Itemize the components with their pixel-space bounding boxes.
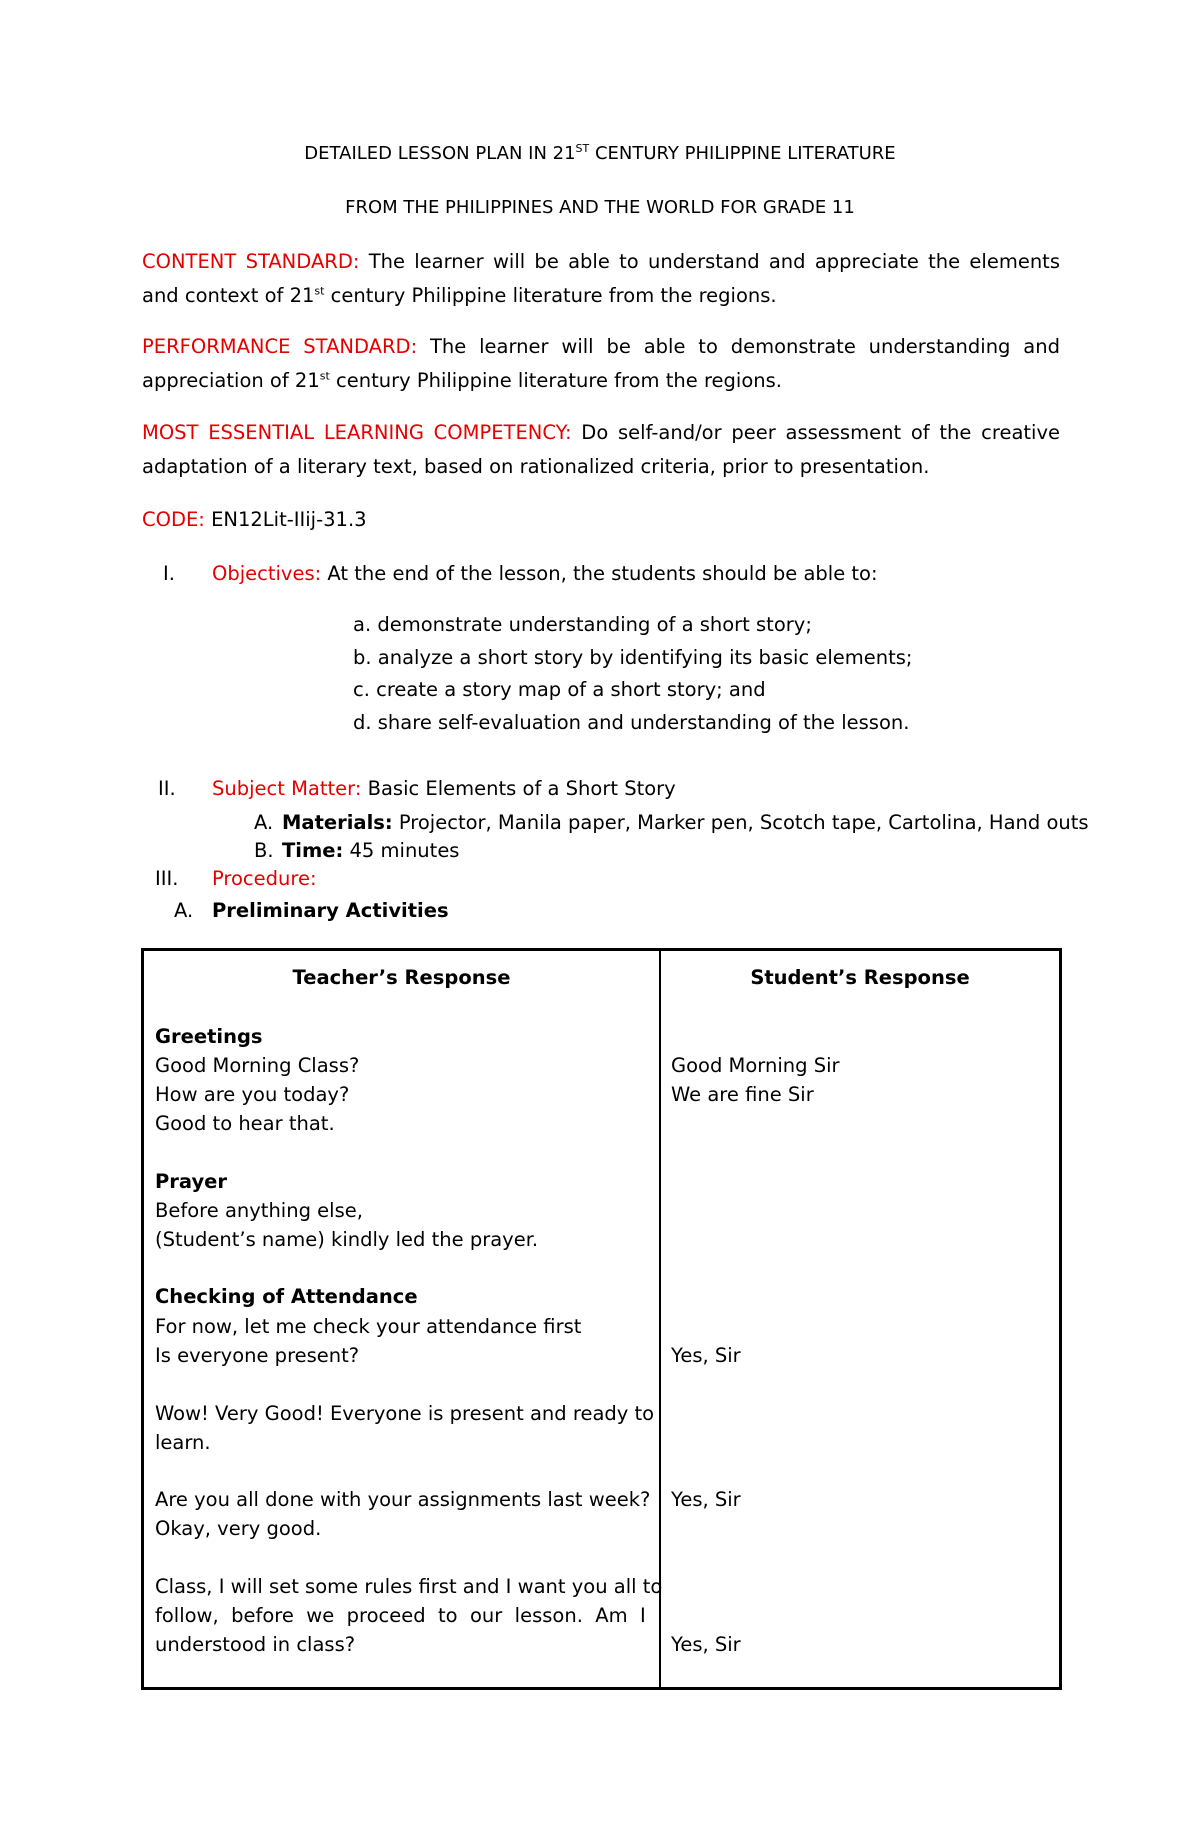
time-letter: B. [254,839,274,862]
teacher-line: How are you today? [155,1083,350,1106]
code-value: EN12Lit-IIij-31.3 [204,508,367,531]
objectives-heading [212,561,878,587]
title-line-1-text: DETAILED LESSON PLAN IN 21 [304,143,576,164]
content-standard [142,245,1060,313]
teacher-line: (Student’s name) kindly led the prayer. [155,1228,539,1251]
student-response-header: Student’s Response [750,966,970,989]
response-table [141,948,1062,1690]
procedure-numeral: III. [155,867,179,890]
student-line: Yes, Sir [671,1488,741,1511]
objective-item-b: b. analyze a short story by identifying its basic elements; [353,646,913,669]
teacher-line: Is everyone present? [155,1344,360,1367]
student-line: Yes, Sir [671,1633,741,1656]
student-line: We are fine Sir [671,1083,814,1106]
teacher-line: Wow! Very Good! Everyone is present and ready to [155,1402,655,1425]
content-standard-text: The learner will be able to understand and appreciate the elements and context of 21 [142,250,1060,307]
teacher-line: learn. [155,1431,211,1454]
time-value: 45 minutes [343,839,460,862]
teacher-line: follow, before we proceed to our lesson. Am I [155,1604,646,1627]
subject-matter-heading [212,776,676,802]
performance-standard-label: PERFORMANCE STANDARD: [142,335,418,358]
teacher-line: Good to hear that. [155,1112,335,1135]
objective-item-c: c. create a story map of a short story; and [353,678,766,701]
teacher-line: Okay, very good. [155,1517,322,1540]
learning-competency-label: MOST ESSENTIAL LEARNING COMPETENCY: [142,421,572,444]
learning-competency [142,416,1060,484]
teacher-line-greetings: Greetings [155,1025,263,1048]
subject-matter-value: Basic Elements of a Short Story [361,777,676,800]
teacher-line-attendance: Checking of Attendance [155,1285,418,1308]
code-line [142,507,367,533]
student-line: Good Morning Sir [671,1054,840,1077]
subject-matter-numeral: II. [158,777,176,800]
teacher-response-header: Teacher’s Response [292,966,511,989]
time-label: Time: [282,839,344,862]
objective-item-d: d. share self-evaluation and understanding of the lesson. [353,711,910,734]
time-line [282,838,459,864]
teacher-line: For now, let me check your attendance first [155,1315,582,1338]
materials-value: Projector, Manila paper, Marker pen, Scotch tape, Cartolina, Hand outs [392,811,1089,834]
content-standard-sup: st [314,284,325,298]
performance-standard-text: The learner will be able to demonstrate understanding and appreciation of 21 [142,335,1060,392]
performance-standard-sup: st [319,369,330,383]
materials-label: Materials: [282,811,393,834]
teacher-line: Good Morning Class? [155,1054,360,1077]
teacher-line-prayer: Prayer [155,1170,228,1193]
performance-standard-text-end: century Philippine literature from the regions. [329,369,782,392]
preliminary-letter: A. [174,899,194,922]
teacher-line: Class, I will set some rules first and I want you all to [155,1575,663,1598]
subject-matter-label: Subject Matter: [212,777,362,800]
title-line-2: FROM THE PHILIPPINES AND THE WORLD FOR GRADE 11 [345,197,855,218]
title-line-1 [0,143,1200,164]
teacher-line: understood in class? [155,1633,356,1656]
materials-letter: A. [254,811,274,834]
objectives-intro: At the end of the lesson, the students should be able to: [321,562,878,585]
teacher-line: Before anything else, [155,1199,363,1222]
teacher-line: Are you all done with your assignments last week? [155,1488,651,1511]
content-standard-label: CONTENT STANDARD: [142,250,360,273]
objectives-numeral: I. [163,562,175,585]
content-standard-text-end: century Philippine literature from the regions. [324,284,777,307]
title-line-1-rest: CENTURY PHILIPPINE LITERATURE [589,143,896,164]
objectives-label: Objectives: [212,562,322,585]
objective-item-a: a. demonstrate understanding of a short story; [353,613,812,636]
title-superscript: ST [575,142,590,155]
code-label: CODE: [142,508,205,531]
performance-standard [142,330,1060,398]
preliminary-activities-heading: Preliminary Activities [212,899,449,922]
learning-competency-text: Do self-and/or peer assessment of the creative adaptation of a literary text, based on rationalized criteria, prior to presentation. [142,421,1061,478]
materials-line [282,810,1089,836]
student-line: Yes, Sir [671,1344,741,1367]
procedure-label: Procedure: [212,867,317,890]
